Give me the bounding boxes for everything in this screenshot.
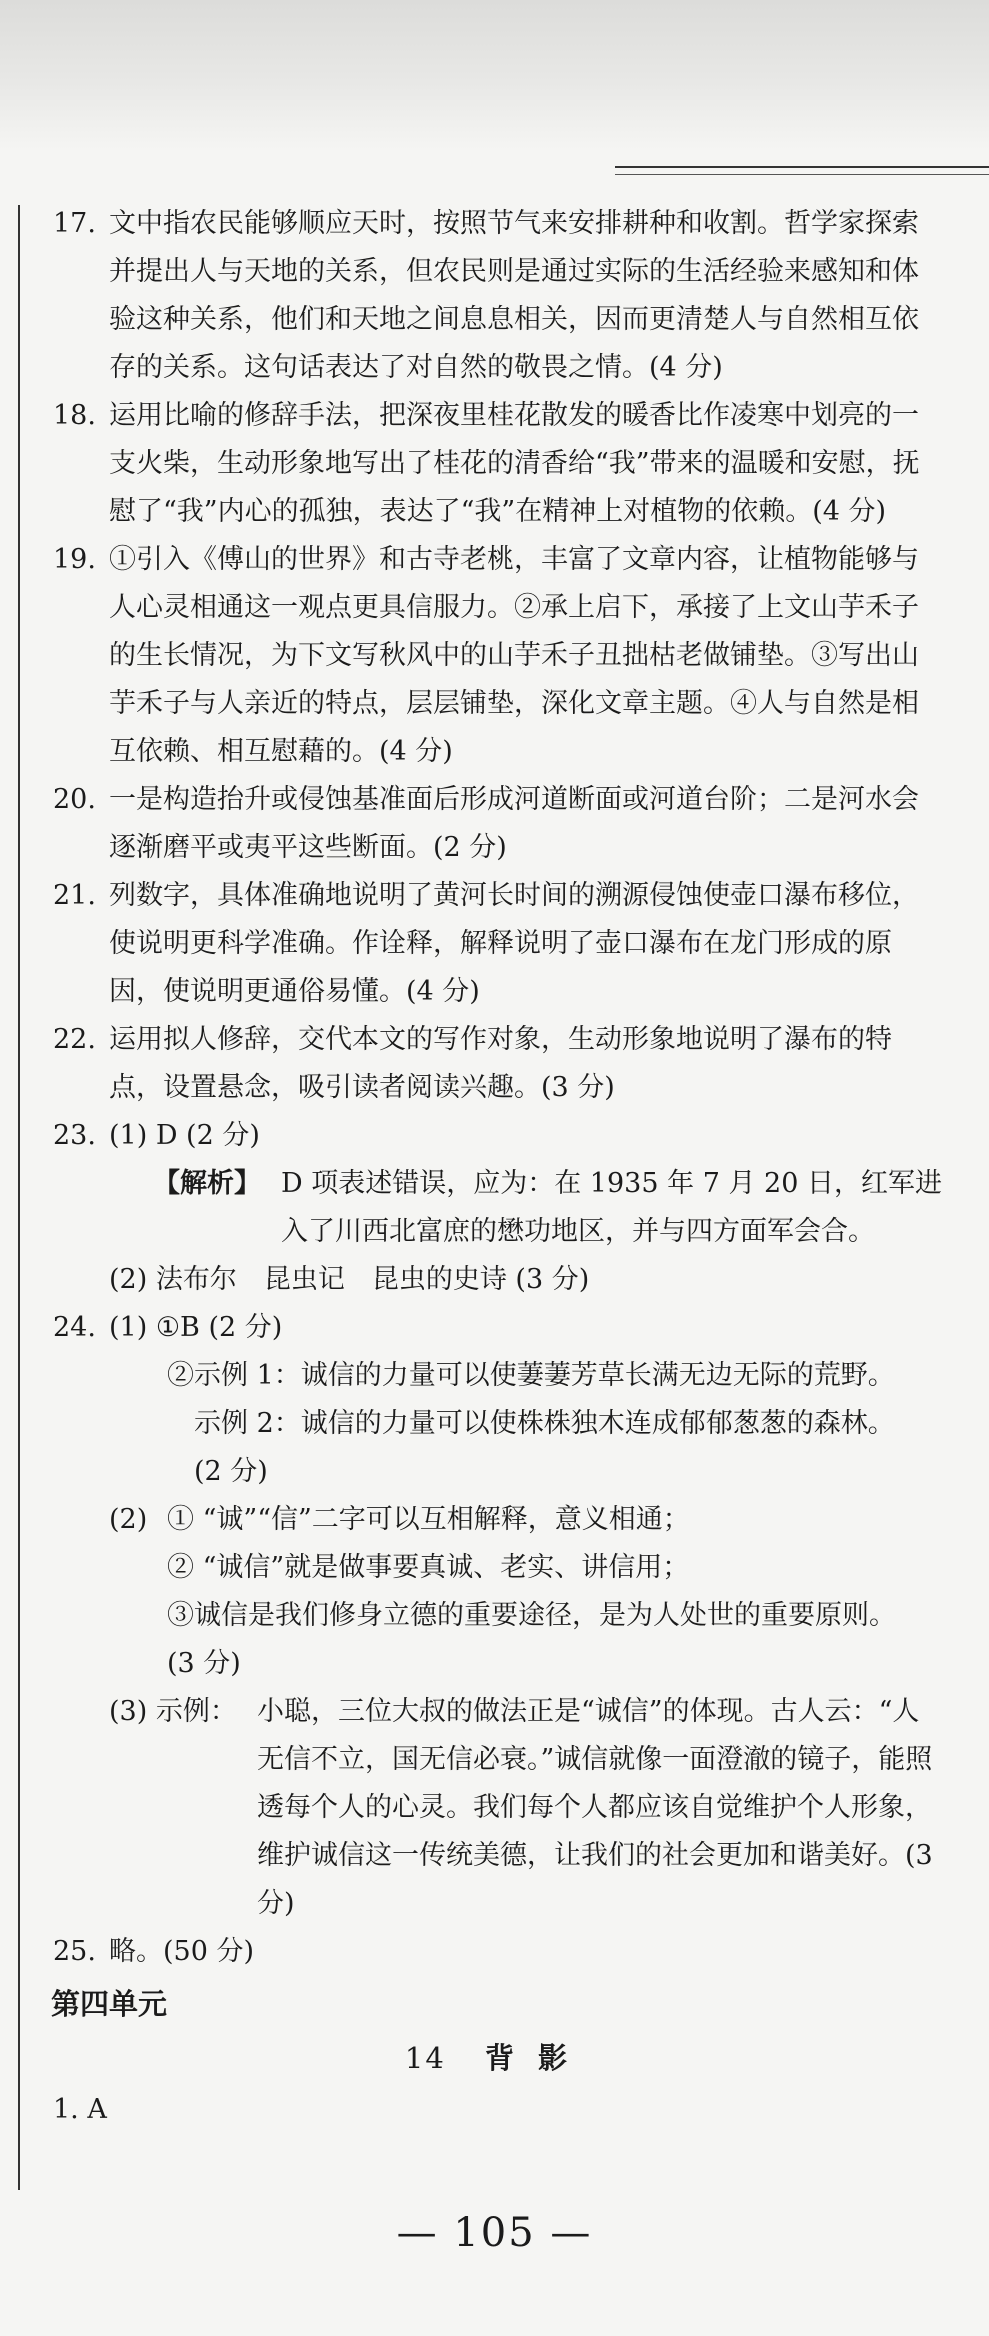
section-title: 第四单元 [51, 1987, 168, 2021]
part-2-score: (3 分) [167, 1648, 241, 1679]
answer-number: 25. [53, 1936, 96, 1967]
part-label: (2) [109, 1504, 148, 1535]
part-label: (3) 示例： [109, 1696, 237, 1727]
answer-number: 19. [53, 544, 96, 575]
part-3-text: 小聪，三位大叔的做法正是“诚信”的体现。古人云：“人无信不立，国无信必衰。”诚信就像一面澄澈的镜子，能照透每个人的心灵。我们每个人都应该自觉维护个人形象，维护诚信这一传统美德，让我们的社会更加和谐美好。(3 分) [257, 1696, 933, 1919]
answer-part-3 [109, 1688, 943, 1928]
answer-text: 略。(50 分) [109, 1936, 255, 1967]
answer-text: 列数字，具体准确地说明了黄河长时间的溯源侵蚀使壶口瀑布移位，使说明更科学准确。作诠释，解释说明了壶口瀑布在龙门形成的原因，使说明更通俗易懂。(4 分) [109, 880, 919, 1007]
lesson-title [53, 2034, 943, 2082]
answer-20 [53, 776, 943, 872]
answer-part-1: (1) ①B (2 分) [109, 1312, 283, 1343]
answer-text: ①引入《傅山的世界》和古寺老桃，丰富了文章内容，让植物能够与人心灵相通这一观点更具信服力。②承上启下，承接了上文山芋禾子的生长情况，为下文写秋风中的山芋禾子丑拙枯老做铺垫。③写出山芋禾子与人亲近的特点，层层铺垫，深化文章主题。④人与自然是相互依赖、相互慰藉的。(4 分) [109, 544, 919, 767]
scan-top-shade [0, 0, 989, 150]
answer-number: 23. [53, 1120, 96, 1151]
answer-content [53, 200, 943, 2134]
answer-text: 一是构造抬升或侵蚀基准面后形成河道断面或河道台阶；二是河水会逐渐磨平或夷平这些断面。(2 分) [109, 784, 919, 863]
analysis-tag: 【解析】 [153, 1168, 261, 1199]
answer-number: 17. [53, 208, 96, 239]
answer-number: 24. [53, 1312, 96, 1343]
page-number: — 105 — [396, 2210, 593, 2256]
left-margin-rule [18, 205, 20, 2190]
answer-text: 文中指农民能够顺应天时，按照节气来安排耕种和收割。哲学家探索并提出人与天地的关系，但农民则是通过实际的生活经验来感知和体验这种关系，他们和天地之间息息相关，因而更清楚人与自然相互依存的关系。这句话表达了对自然的敬畏之情。(4 分) [109, 208, 919, 383]
answer-part-1: (1) D (2 分) [109, 1120, 260, 1151]
answer-text: 运用比喻的修辞手法，把深夜里桂花散发的暖香比作凌寒中划亮的一支火柴，生动形象地写出了桂花的清香给“我”带来的温暖和安慰，抚慰了“我”内心的孤独，表达了“我”在精神上对植物的依赖。(4 分) [109, 400, 920, 527]
lesson-answer-1: 1. A [53, 2094, 107, 2125]
answer-17 [53, 200, 943, 392]
answer-18 [53, 392, 943, 536]
examples-block [109, 1352, 943, 1496]
part-2-line-c: ③诚信是我们修身立德的重要途径，是为人处世的重要原则。 [167, 1600, 896, 1631]
analysis-text: D 项表述错误，应为：在 1935 年 7 月 20 日，红军进入了川西北富庶的懋功地区，并与四方面军会合。 [281, 1168, 942, 1247]
answer-part-2: (2) 法布尔 昆虫记 昆虫的史诗 (3 分) [109, 1264, 590, 1295]
part-2-line-b: ② “诚信”就是做事要真诚、老实、讲信用； [167, 1552, 690, 1583]
analysis-block [153, 1160, 943, 1256]
header-rule [615, 166, 989, 175]
examples-score: (2 分) [194, 1456, 268, 1487]
answer-number: 21. [53, 880, 96, 911]
answer-text: 运用拟人修辞，交代本文的写作对象，生动形象地说明了瀑布的特点，设置悬念，吸引读者阅读兴趣。(3 分) [109, 1024, 892, 1103]
lesson-number: 14 [404, 2041, 446, 2075]
example-1: ②示例 1：诚信的力量可以使萋萋芳草长满无边无际的荒野。 [167, 1360, 895, 1391]
answer-number: 22. [53, 1024, 96, 1055]
lesson-name: 背影 [485, 2041, 592, 2075]
answer-number: 20. [53, 784, 96, 815]
answer-part-2 [109, 1496, 943, 1688]
answer-25 [53, 1928, 943, 1976]
answer-22 [53, 1016, 943, 1112]
answer-21 [53, 872, 943, 1016]
answer-19 [53, 536, 943, 776]
example-2: 示例 2：诚信的力量可以使株株独木连成郁郁葱葱的森林。 [194, 1408, 895, 1439]
part-2-line-a: ① “诚”“信”二字可以互相解释，意义相通； [167, 1504, 690, 1535]
answer-24 [53, 1304, 943, 1928]
answer-number: 18. [53, 400, 96, 431]
answer-23 [53, 1112, 943, 1304]
